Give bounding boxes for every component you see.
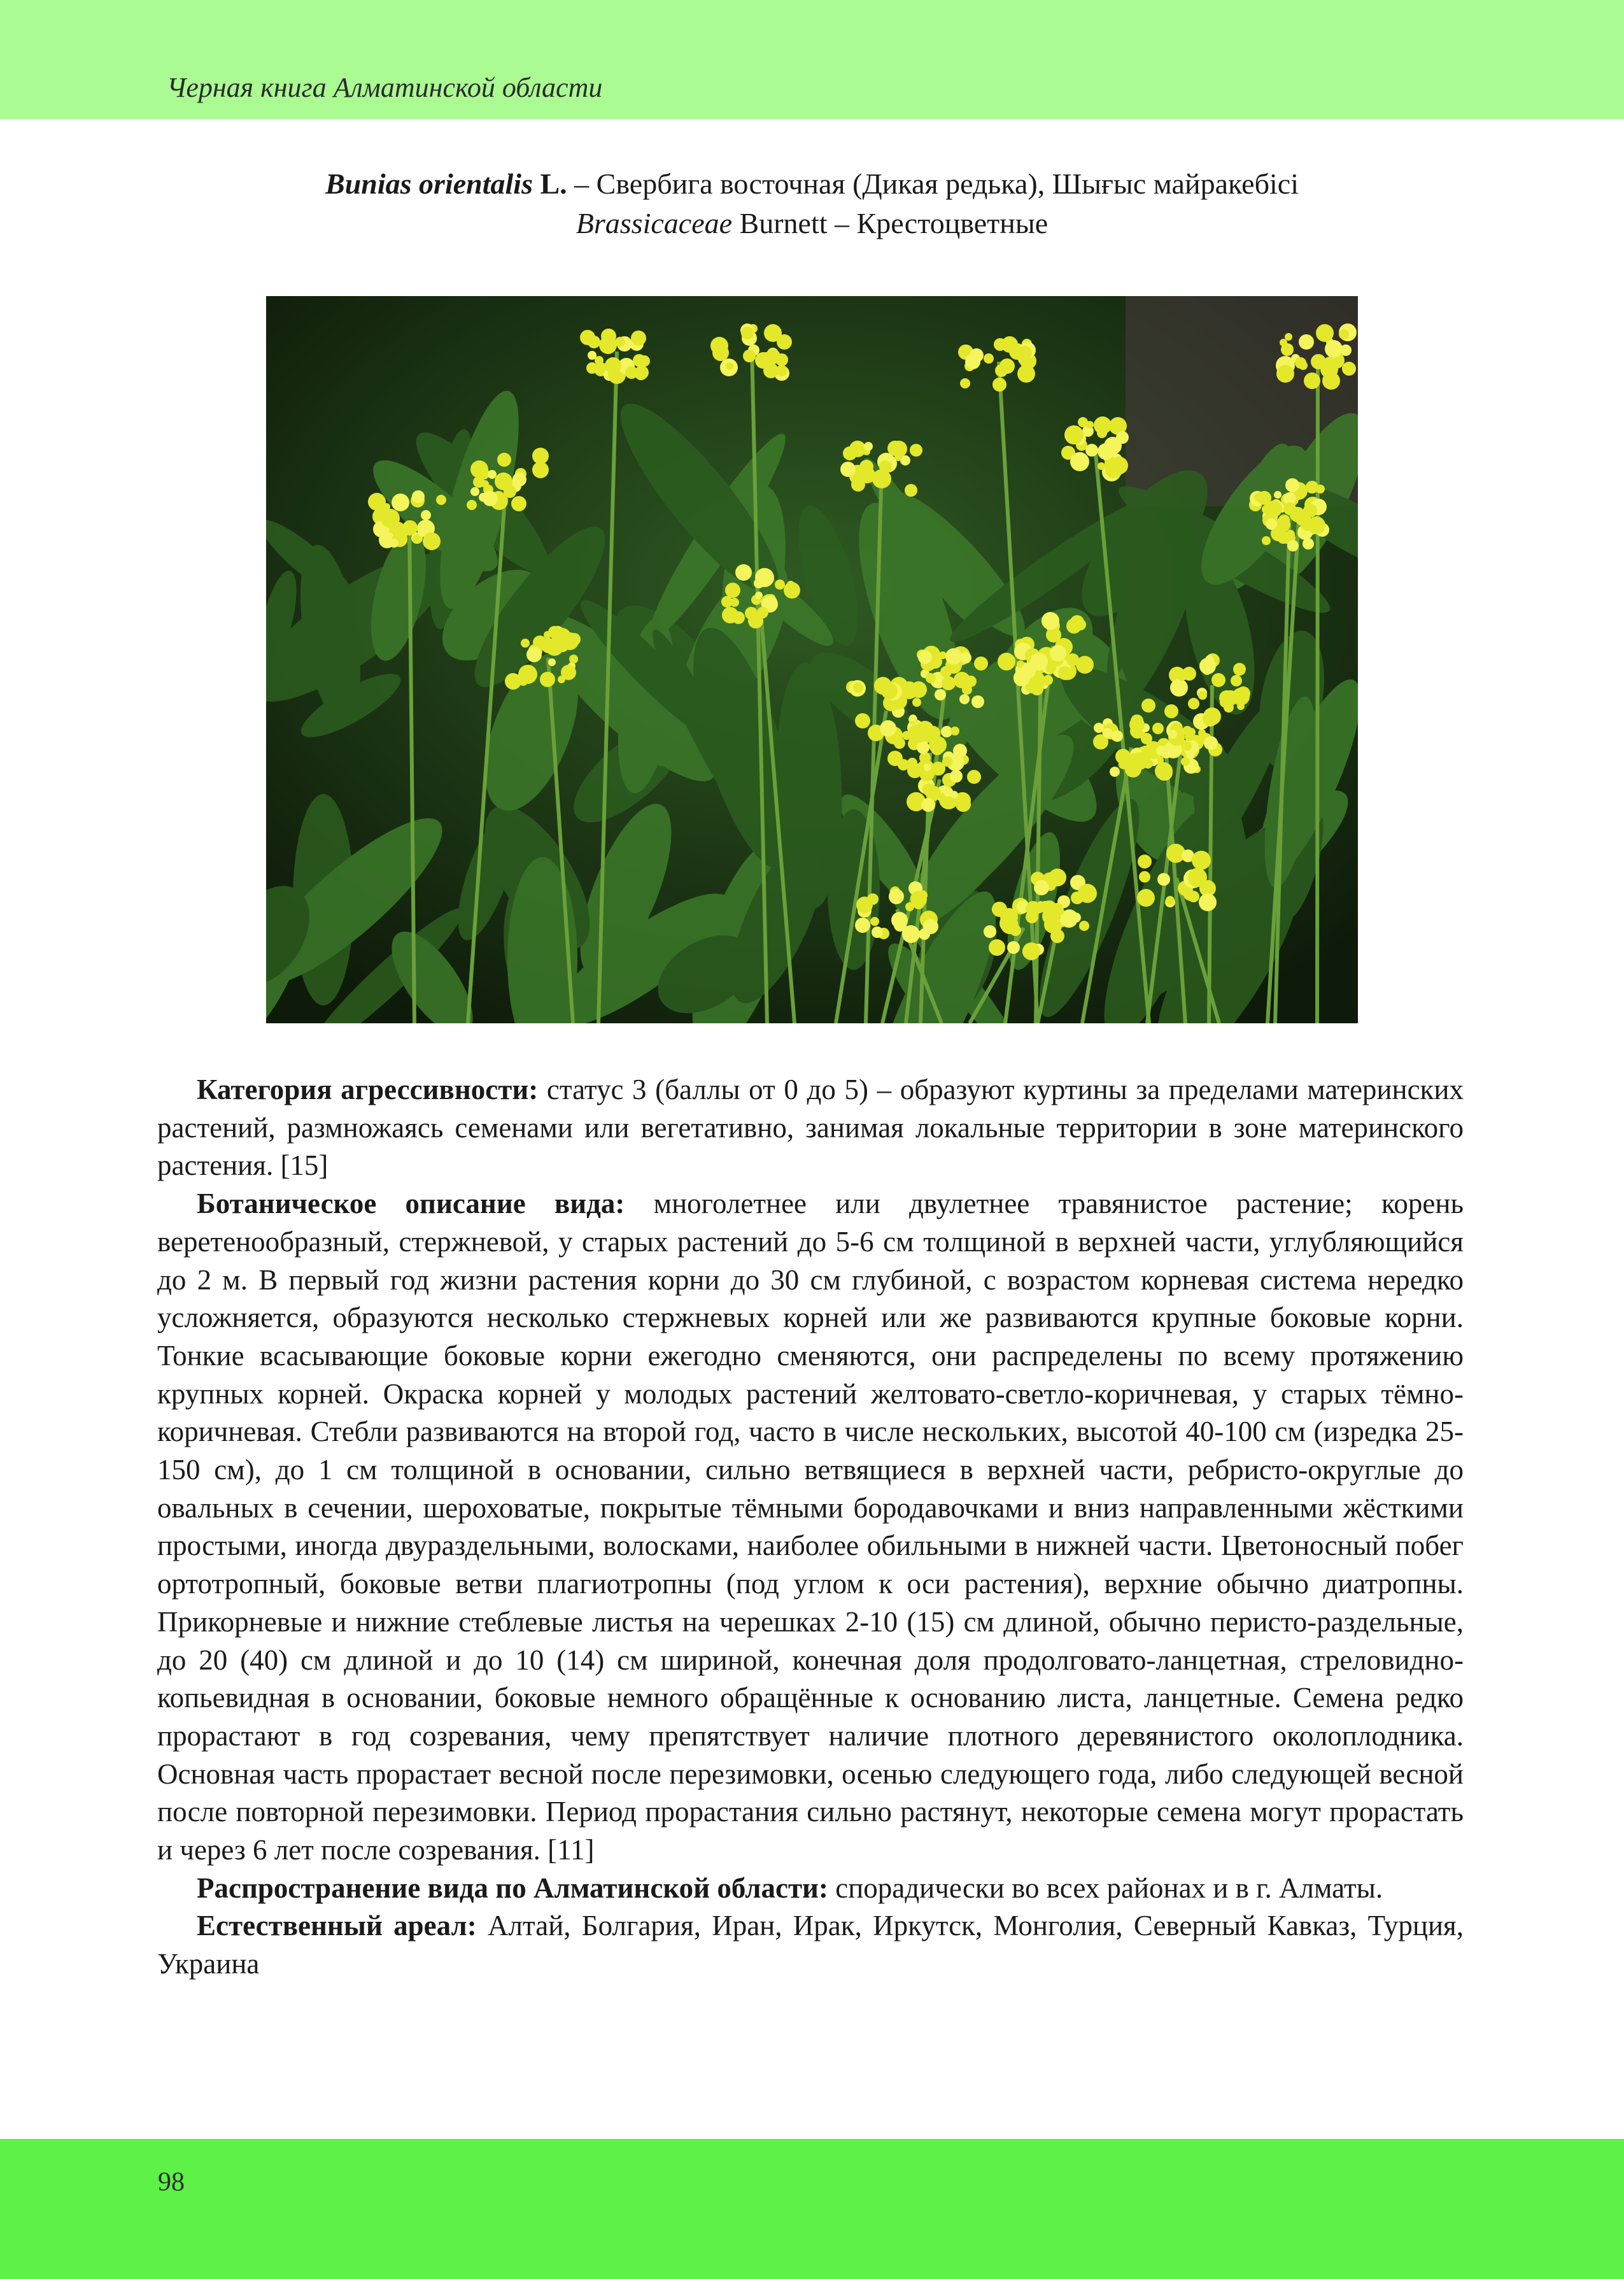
flower	[1079, 921, 1089, 931]
flower	[1110, 457, 1128, 474]
flower	[942, 676, 956, 690]
flower	[521, 639, 530, 648]
flower	[995, 364, 1008, 377]
section-label: Естественный ареал:	[197, 1910, 477, 1942]
flower	[1183, 742, 1192, 751]
flower	[558, 676, 565, 683]
flower	[874, 677, 892, 695]
flower	[1280, 339, 1287, 346]
flower	[1022, 942, 1040, 960]
flower	[1070, 452, 1089, 471]
flower	[913, 898, 924, 909]
flower	[950, 770, 963, 783]
flower	[880, 720, 896, 737]
author: L.	[540, 167, 567, 200]
flower	[787, 581, 794, 588]
flower	[1112, 730, 1123, 742]
flower	[1211, 673, 1225, 687]
plant-photo-drawing	[266, 296, 1358, 1023]
flower	[855, 918, 870, 933]
flower	[1166, 896, 1175, 905]
flower	[1110, 767, 1120, 777]
flower	[588, 336, 600, 348]
flower	[1085, 444, 1098, 457]
flower	[998, 653, 1015, 671]
flower	[994, 338, 1006, 351]
flower	[1308, 516, 1325, 534]
flower	[725, 583, 740, 598]
flower	[965, 676, 977, 687]
flower	[1299, 334, 1314, 350]
section-text: спорадически во всех районах и в г. Алматы.	[835, 1871, 1383, 1904]
flower	[940, 666, 952, 678]
section-native-range	[157, 1907, 1464, 1983]
flower	[732, 611, 742, 621]
flower	[1066, 653, 1079, 666]
flower	[856, 897, 873, 913]
flower	[743, 350, 756, 362]
flower	[894, 453, 902, 461]
flower	[1064, 425, 1084, 444]
flower	[1316, 485, 1325, 493]
flower	[943, 788, 952, 797]
separator: –	[567, 167, 597, 200]
flower	[931, 742, 943, 755]
flower	[1204, 736, 1218, 750]
flower	[761, 358, 773, 369]
flower	[889, 889, 904, 904]
flower	[1277, 531, 1290, 544]
flower	[1116, 431, 1129, 444]
flower	[712, 344, 729, 361]
flower	[599, 336, 617, 354]
flower	[1152, 723, 1164, 734]
flower	[586, 362, 598, 374]
flower	[989, 939, 1005, 956]
flower	[615, 337, 625, 347]
flower	[942, 756, 952, 767]
flower	[1001, 916, 1019, 934]
flower	[412, 490, 425, 503]
flower	[1188, 698, 1199, 709]
flower	[639, 355, 650, 367]
flower	[959, 694, 970, 704]
section-label: Категория агрессивности:	[197, 1074, 539, 1105]
flower	[1050, 645, 1066, 662]
flower	[970, 348, 984, 362]
section-label: Ботаническое описание вида:	[197, 1188, 625, 1220]
article-body	[157, 1071, 1464, 1984]
flower	[635, 366, 649, 380]
flower	[960, 378, 970, 388]
flower	[1199, 893, 1217, 911]
flower	[1325, 340, 1343, 358]
flower	[390, 539, 399, 548]
flower	[1168, 730, 1177, 739]
flower	[1138, 855, 1152, 869]
flower	[532, 462, 549, 478]
flower	[909, 714, 917, 722]
flower	[1026, 911, 1038, 923]
plant-photo	[266, 296, 1358, 1023]
flower	[992, 378, 1006, 392]
flower	[887, 751, 903, 766]
flower	[1285, 333, 1292, 341]
flower	[421, 510, 431, 520]
flower	[872, 927, 883, 938]
flower	[971, 695, 984, 708]
flower	[413, 535, 421, 544]
flower	[1188, 868, 1207, 887]
section-distribution	[157, 1870, 1464, 1908]
flower	[1324, 357, 1336, 369]
flower	[1262, 505, 1271, 514]
flower	[1078, 884, 1097, 903]
flower	[568, 633, 581, 646]
flower	[879, 460, 892, 473]
flower	[497, 453, 511, 467]
flower	[1141, 699, 1155, 713]
flower	[1098, 462, 1105, 470]
flower	[950, 727, 959, 735]
flower	[1086, 421, 1094, 429]
flower	[1192, 851, 1211, 870]
flower	[1270, 506, 1279, 515]
flower	[910, 681, 927, 698]
flower	[1034, 903, 1045, 913]
flower	[548, 658, 556, 666]
section-label: Распространение вида по Алматинской области:	[197, 1871, 828, 1904]
flower	[1094, 416, 1112, 434]
flower	[1131, 714, 1143, 727]
flower	[1171, 849, 1181, 860]
flower	[526, 647, 542, 662]
flower	[1283, 502, 1296, 515]
latin-name: Bunias orientalis	[325, 167, 533, 200]
flower	[745, 607, 758, 620]
section-text: Алтай, Болгария, Иран, Ирак, Иркутск, Монголия, Северный Кавказ, Турция, Украина	[157, 1910, 1464, 1980]
flower	[918, 650, 932, 664]
flower	[741, 327, 754, 339]
flower	[923, 919, 938, 934]
flower	[891, 912, 908, 928]
flower	[910, 444, 922, 457]
flower	[1223, 690, 1238, 706]
flower	[1034, 880, 1049, 895]
flower	[436, 495, 446, 505]
flower	[1075, 619, 1086, 630]
flower	[992, 902, 1007, 917]
flower	[1295, 357, 1306, 369]
species-title	[0, 164, 1624, 243]
family-separator: –	[827, 207, 857, 239]
flower	[755, 568, 774, 587]
species-name-line	[0, 164, 1624, 204]
running-title: Черная книга Алматинской области	[167, 72, 603, 103]
flower	[1303, 538, 1314, 550]
flower	[1231, 675, 1242, 686]
flower	[540, 672, 555, 687]
flower	[1287, 540, 1299, 551]
flower	[1198, 691, 1207, 700]
flower	[984, 925, 996, 938]
flower	[546, 638, 563, 656]
flower	[1131, 752, 1148, 770]
flower	[926, 673, 936, 683]
flower	[840, 462, 856, 477]
flower	[1017, 365, 1035, 383]
flower	[470, 460, 488, 478]
stem	[1317, 357, 1318, 1023]
section-text: статус 3 (баллы от 0 до 5) – образуют куртины за пределами материнских растений, размножаясь семенами или вегетативно, занимая локальные территории в зоне материнского растения. [15]	[157, 1074, 1464, 1182]
flower	[1303, 504, 1317, 518]
flower	[870, 917, 879, 926]
flower	[1164, 704, 1178, 718]
flower	[1041, 612, 1059, 630]
flower	[1058, 666, 1072, 680]
flower	[511, 496, 526, 511]
flower	[1094, 723, 1104, 733]
page-number: 98	[158, 2168, 185, 2197]
flower	[1274, 491, 1282, 499]
family-latin: Brassicaceae	[575, 207, 733, 239]
flower	[1018, 346, 1032, 360]
flower	[1030, 653, 1048, 671]
flower	[569, 655, 578, 664]
flower	[735, 564, 752, 581]
flower	[1188, 891, 1199, 902]
flower	[1322, 372, 1340, 390]
flower	[1276, 365, 1294, 383]
flower	[488, 470, 497, 479]
flower	[1237, 702, 1245, 710]
section-text: многолетнее или двулетнее травянистое растение; корень веретенообразный, стержневой, у старых растений до 5-6 см толщиной в верхней части, углубляющийся до 2 м. В первый год жизни растения корни до 30 см глубиной, с возрастом корневая система нередко усложняется, образуются несколько стержневых корней или же развиваются крупные боковые корни. Тонкие всасывающие боковые корни ежегодно сменяются, они распределены по всему протяжению крупных корней. Окраска корней у молодых растений желтовато-светло-коричневая, у старых тёмно-коричневая. Стебли развиваются на второй год, часто в числе нескольких, высотой 40-100 см (изредка 25-150 см), до 1 см толщиной в основании, сильно ветвящиеся в верхней части, ребристо-округлые до овальных в сечении, шероховатые, покрытые тёмными бородавочками и вниз направленными жёсткими простыми, иногда двураздельными, волосками, наиболее обильными в нижней части. Цветоносный побег ортотропный, боковые ветви плагиотропны (под углом к оси растения), верхние обычно диатропны. Прикорневые и нижние стеблевые листья на черешках 2-10 (15) см длиной, обычно перисто-раздельные, до 20 (40) см длиной и до 10 (14) см шириной, конечная доля продолговато-ланцетная, стреловидно-копьевидная в основании, боковые немного обращённые к основанию листа, ланцетные. Семена редко прорастают в год созревания, чему препятствует наличие плотного деревянистого околоплодника. Основная часть прорастает весной после перезимовки, осенью следующего года, либо следующей весной после повторной перезимовки. Период прорастания сильно растянут, некоторые семена могут прорастать и через 6 лет после созревания. [11]	[157, 1188, 1464, 1866]
section-botanical-description	[157, 1185, 1464, 1870]
common-names: Свербига восточная (Дикая редька), Шығыс майракебісі	[596, 167, 1299, 200]
flower	[775, 579, 785, 590]
flower	[1072, 894, 1080, 902]
flower	[1342, 362, 1356, 376]
flower	[402, 520, 418, 536]
flower	[605, 357, 621, 374]
flower	[1157, 873, 1170, 886]
flower	[1203, 711, 1218, 727]
flower	[905, 484, 917, 497]
flower	[1262, 536, 1271, 545]
flower	[1198, 729, 1206, 737]
flower	[921, 798, 935, 812]
flower	[467, 500, 477, 510]
flower	[1266, 518, 1277, 530]
flower	[864, 442, 873, 451]
flower	[757, 607, 768, 618]
flower	[1155, 762, 1173, 780]
flower	[631, 330, 646, 346]
flower	[1139, 871, 1150, 883]
flower	[1182, 726, 1192, 736]
flower	[777, 334, 792, 350]
flower	[548, 626, 561, 639]
flower	[922, 783, 935, 796]
flower	[935, 689, 946, 700]
flower	[902, 731, 911, 740]
flower	[1285, 478, 1299, 492]
flower	[924, 763, 931, 771]
family-russian: Крестоцветные	[856, 207, 1049, 239]
flower	[504, 485, 516, 498]
flower	[1137, 889, 1155, 907]
flower	[1170, 679, 1188, 697]
flower	[1043, 675, 1053, 685]
flower	[512, 472, 526, 486]
flower	[1205, 655, 1214, 664]
footer-band	[0, 2139, 1624, 2279]
section-aggressiveness	[157, 1071, 1464, 1185]
flower	[1098, 443, 1114, 460]
flower	[945, 648, 962, 665]
flower	[755, 592, 763, 599]
flower	[1176, 669, 1188, 681]
flower	[853, 683, 863, 693]
flower	[1304, 373, 1320, 389]
flower	[470, 487, 479, 496]
flower	[730, 598, 739, 607]
family-line	[0, 204, 1624, 243]
flower	[1103, 728, 1113, 738]
flower	[902, 925, 920, 943]
flower	[421, 523, 432, 533]
flower	[381, 509, 400, 528]
flower	[851, 478, 865, 492]
family-author: Burnett	[739, 207, 828, 239]
flower	[1007, 941, 1020, 954]
flower	[392, 493, 409, 511]
flower	[479, 493, 488, 502]
flower	[907, 763, 922, 778]
flower	[984, 353, 994, 364]
flower	[1233, 663, 1246, 676]
flower	[1316, 324, 1334, 342]
flower	[588, 351, 597, 360]
flower	[967, 770, 981, 784]
flower	[855, 713, 870, 728]
flower	[849, 441, 866, 457]
flower	[912, 698, 921, 707]
flower	[726, 362, 733, 370]
flower	[953, 744, 967, 758]
flower	[1236, 686, 1250, 700]
flower	[974, 657, 988, 671]
flower	[1339, 329, 1349, 339]
flower	[1050, 903, 1064, 917]
flower	[423, 532, 441, 550]
flower	[505, 673, 521, 690]
